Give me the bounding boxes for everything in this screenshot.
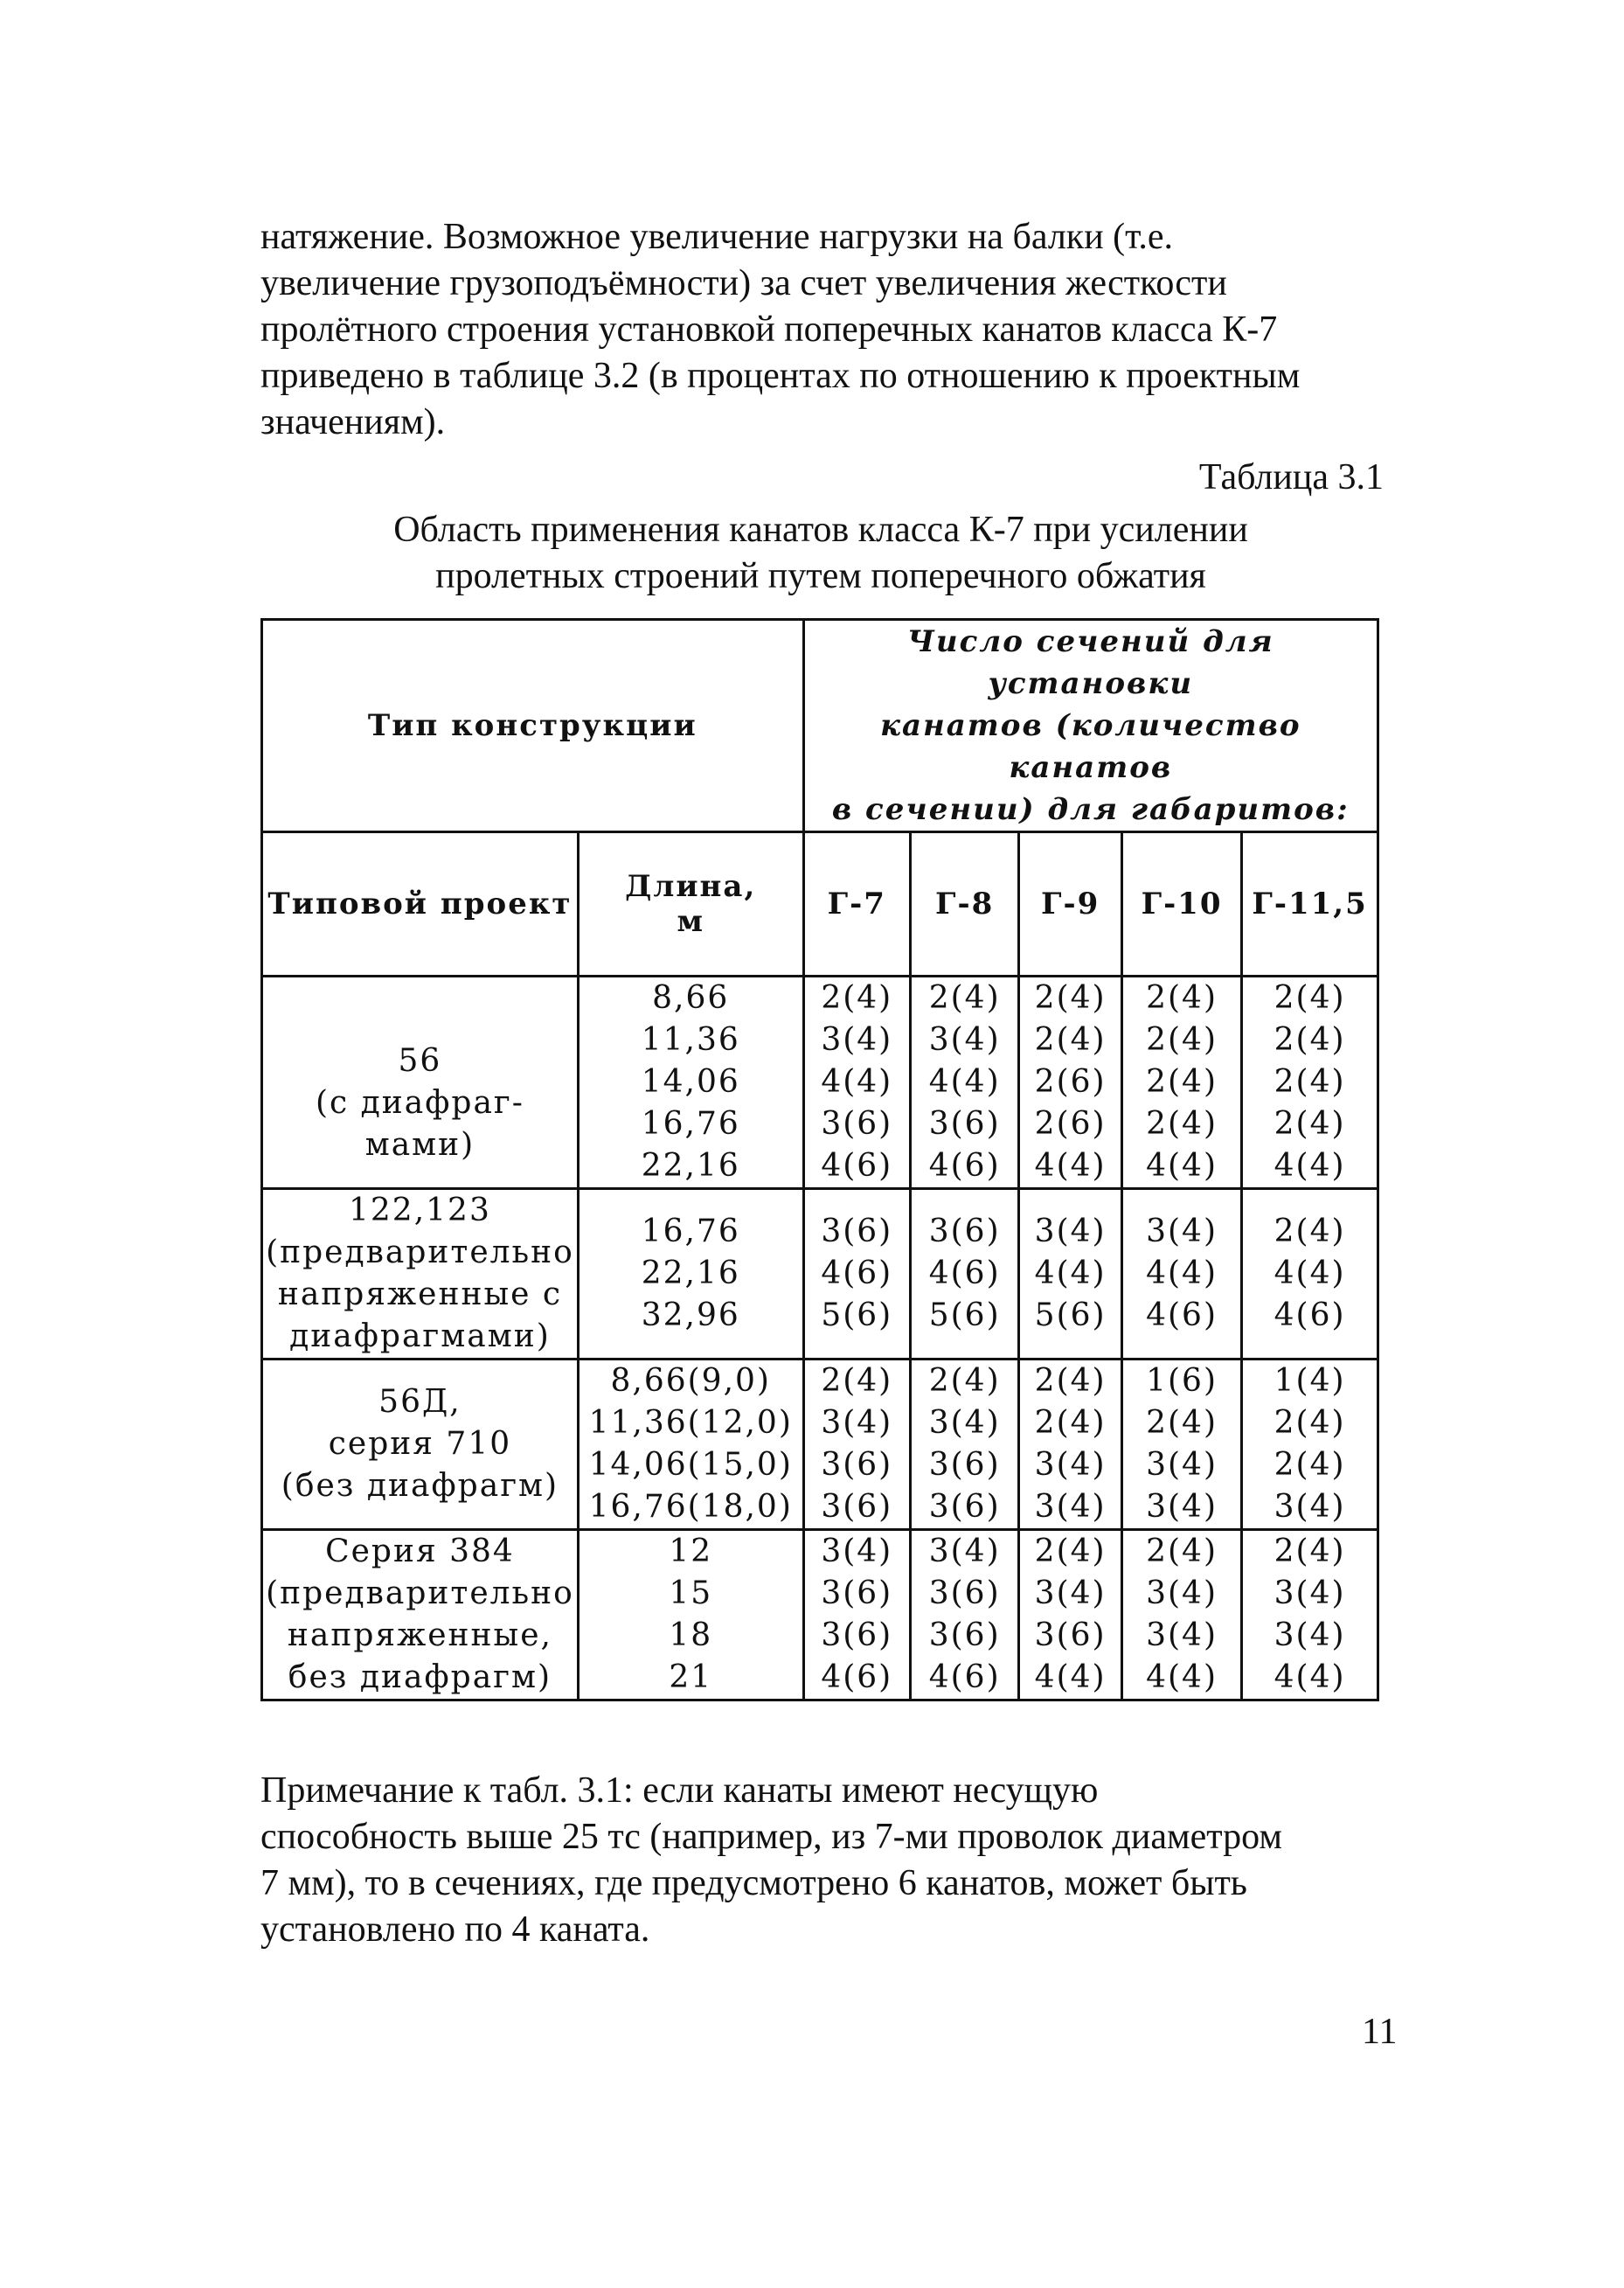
cell-line: 3(6) bbox=[1034, 1617, 1107, 1653]
cell-line: 2(4) bbox=[928, 1363, 1001, 1399]
cell-line: 2(4) bbox=[1274, 1405, 1346, 1441]
intro-line: увеличение грузоподъёмности) за счет увеличения жесткости bbox=[260, 263, 1227, 303]
cell-line: серия 710 bbox=[328, 1426, 512, 1462]
cell-line: 2(4) bbox=[928, 980, 1001, 1016]
value-cell bbox=[910, 1360, 1018, 1530]
value-cell bbox=[910, 977, 1018, 1189]
cell-line: 4(6) bbox=[928, 1255, 1001, 1291]
header-project: Типовой проект bbox=[262, 832, 579, 977]
value-cell bbox=[803, 1189, 910, 1360]
header-gabarit: Г-11,5 bbox=[1242, 832, 1378, 977]
cell-line: 3(4) bbox=[1274, 1575, 1346, 1611]
cell-line: 2(4) bbox=[1034, 1405, 1107, 1441]
cell-line: 4(4) bbox=[1146, 1148, 1218, 1184]
cell-line: 3(4) bbox=[928, 1022, 1001, 1058]
project-cell bbox=[262, 1360, 579, 1530]
cell-line: 122,123 bbox=[349, 1193, 491, 1228]
value-cell bbox=[1242, 1360, 1378, 1530]
cell-line: 3(4) bbox=[928, 1533, 1001, 1569]
cell-line: 4(6) bbox=[821, 1659, 893, 1695]
project-cell bbox=[262, 1189, 579, 1360]
cell-line: 2(4) bbox=[1034, 1363, 1107, 1399]
header-line: м bbox=[677, 904, 704, 939]
value-cell bbox=[1019, 1530, 1122, 1700]
length-cell bbox=[578, 1360, 803, 1530]
cell-line: 3(6) bbox=[928, 1106, 1001, 1142]
note-line: установлено по 4 каната. bbox=[260, 1909, 650, 1950]
value-cell bbox=[1121, 977, 1241, 1189]
cell-line: 3(6) bbox=[821, 1617, 893, 1653]
cell-line: 4(4) bbox=[1146, 1255, 1218, 1291]
cell-line: 56Д, bbox=[378, 1384, 462, 1420]
cell-line: 3(6) bbox=[928, 1489, 1001, 1525]
value-cell bbox=[1121, 1530, 1241, 1700]
intro-line: значениям). bbox=[260, 402, 446, 442]
table-row bbox=[262, 1530, 1378, 1700]
header-gabarit: Г-8 bbox=[910, 832, 1018, 977]
cell-line: 2(4) bbox=[1274, 1106, 1346, 1142]
cell-line: 3(6) bbox=[821, 1575, 893, 1611]
cell-line: 22,16 bbox=[641, 1255, 740, 1291]
value-cell bbox=[803, 1530, 910, 1700]
cell-line: диафрагмами) bbox=[289, 1318, 551, 1354]
cell-line: 3(4) bbox=[821, 1533, 893, 1569]
cell-line: 14,06 bbox=[641, 1064, 740, 1100]
cell-line: 3(4) bbox=[1034, 1214, 1107, 1249]
cell-line: (без диафрагм) bbox=[281, 1468, 559, 1504]
cell-line: 3(4) bbox=[1146, 1575, 1218, 1611]
cell-line: 3(4) bbox=[1034, 1447, 1107, 1483]
cell-line: 3(6) bbox=[928, 1575, 1001, 1611]
cell-line: 4(4) bbox=[1274, 1148, 1346, 1184]
cell-line: 2(6) bbox=[1034, 1064, 1107, 1100]
cell-line: 4(4) bbox=[1274, 1255, 1346, 1291]
cell-line bbox=[263, 998, 577, 1040]
header-gabarit: Г-9 bbox=[1019, 832, 1122, 977]
cell-line: 14,06(15,0) bbox=[588, 1447, 793, 1483]
table-note bbox=[260, 1768, 1381, 1953]
value-cell bbox=[1242, 1530, 1378, 1700]
cell-line: 4(6) bbox=[821, 1255, 893, 1291]
value-cell bbox=[803, 977, 910, 1189]
cell-line: 2(4) bbox=[1146, 1533, 1218, 1569]
cell-line: 2(4) bbox=[1274, 1064, 1346, 1100]
cell-line: 11,36 bbox=[641, 1022, 740, 1058]
cell-line: 12 bbox=[669, 1533, 713, 1569]
value-cell bbox=[1242, 1189, 1378, 1360]
cell-line: 4(6) bbox=[928, 1659, 1001, 1695]
cell-line: 8,66 bbox=[652, 980, 730, 1016]
cell-line: 2(4) bbox=[1274, 1214, 1346, 1249]
cell-line: 1(6) bbox=[1146, 1363, 1218, 1399]
cell-line: 3(4) bbox=[928, 1405, 1001, 1441]
cell-line: 1(4) bbox=[1274, 1363, 1346, 1399]
cell-line: 3(4) bbox=[1034, 1489, 1107, 1525]
cell-line: 3(4) bbox=[821, 1022, 893, 1058]
cell-line: 2(6) bbox=[1034, 1106, 1107, 1142]
cell-line: 16,76 bbox=[641, 1214, 740, 1249]
cell-line: 3(6) bbox=[928, 1617, 1001, 1653]
cell-line: 3(4) bbox=[1274, 1617, 1346, 1653]
cell-line: 11,36(12,0) bbox=[588, 1405, 793, 1441]
project-cell bbox=[262, 1530, 579, 1700]
cell-line: (предварительно bbox=[266, 1234, 574, 1270]
header-construction-type: Тип конструкции bbox=[262, 620, 804, 832]
cell-line: 4(6) bbox=[1274, 1297, 1346, 1333]
cell-line: 4(4) bbox=[1146, 1659, 1218, 1695]
cell-line: 2(4) bbox=[1274, 1447, 1346, 1483]
value-cell bbox=[1121, 1360, 1241, 1530]
page-number: 11 bbox=[1362, 2012, 1398, 2052]
length-cell bbox=[578, 1530, 803, 1700]
value-cell bbox=[910, 1189, 1018, 1360]
cell-line: 16,76 bbox=[641, 1106, 740, 1142]
cell-line: 8,66(9,0) bbox=[610, 1363, 771, 1399]
value-cell bbox=[910, 1530, 1018, 1700]
cell-line: 2(4) bbox=[1146, 1064, 1218, 1100]
intro-line: приведено в таблице 3.2 (в процентах по отношению к проектным bbox=[260, 356, 1301, 396]
cell-line: 3(4) bbox=[1146, 1489, 1218, 1525]
header-line: Число сечений для установки bbox=[906, 624, 1274, 701]
header-line: Длина, bbox=[625, 869, 757, 904]
cell-line: 4(4) bbox=[928, 1064, 1001, 1100]
cell-line: 5(6) bbox=[1034, 1297, 1107, 1333]
cell-line: 3(6) bbox=[821, 1489, 893, 1525]
value-cell bbox=[1019, 1189, 1122, 1360]
table-row bbox=[262, 1189, 1378, 1360]
cell-line: 3(6) bbox=[928, 1214, 1001, 1249]
cell-line: (предварительно bbox=[266, 1575, 574, 1611]
value-cell bbox=[1019, 1360, 1122, 1530]
cell-line: (с диафраг- bbox=[315, 1085, 524, 1121]
cell-line: 3(6) bbox=[821, 1214, 893, 1249]
cell-line: 4(4) bbox=[1274, 1659, 1346, 1695]
header-gabarit: Г-10 bbox=[1121, 832, 1241, 977]
cell-line: 2(4) bbox=[1034, 1022, 1107, 1058]
length-cell bbox=[578, 977, 803, 1189]
length-cell bbox=[578, 1189, 803, 1360]
intro-line: пролётного строения установкой поперечных канатов класса К-7 bbox=[260, 309, 1278, 350]
cell-line: 2(4) bbox=[1146, 1106, 1218, 1142]
cell-line: 2(4) bbox=[1146, 1405, 1218, 1441]
cell-line: 16,76(18,0) bbox=[588, 1489, 793, 1525]
cell-line: 4(4) bbox=[1034, 1659, 1107, 1695]
project-cell bbox=[262, 977, 579, 1189]
cell-line: 3(4) bbox=[1146, 1617, 1218, 1653]
cell-line: 3(6) bbox=[928, 1447, 1001, 1483]
cell-line: 32,96 bbox=[641, 1297, 740, 1333]
cell-line: 3(4) bbox=[1034, 1575, 1107, 1611]
cell-line: 2(4) bbox=[1034, 980, 1107, 1016]
cell-line: напряженные с bbox=[277, 1276, 563, 1312]
table-row bbox=[262, 1360, 1378, 1530]
cell-line: 4(4) bbox=[1034, 1255, 1107, 1291]
note-line: 7 мм), то в сечениях, где предусмотрено 6 канатов, может быть bbox=[260, 1863, 1247, 1903]
value-cell bbox=[803, 1360, 910, 1530]
table-caption bbox=[260, 507, 1381, 600]
cell-line: 2(4) bbox=[1146, 980, 1218, 1016]
caption-line: пролетных строений путем поперечного обжатия bbox=[435, 556, 1206, 596]
cell-line: 4(6) bbox=[928, 1148, 1001, 1184]
value-cell bbox=[1019, 977, 1122, 1189]
cell-line: 4(6) bbox=[1146, 1297, 1218, 1333]
cell-line: 18 bbox=[669, 1617, 713, 1653]
cell-line: 2(4) bbox=[821, 980, 893, 1016]
caption-line: Область применения канатов класса К-7 при усилении bbox=[393, 510, 1248, 550]
intro-line: натяжение. Возможное увеличение нагрузки на балки (т.е. bbox=[260, 217, 1173, 257]
cell-line: 4(4) bbox=[1034, 1148, 1107, 1184]
note-line: Примечание к табл. 3.1: если канаты имеют несущую bbox=[260, 1770, 1099, 1811]
cell-line: 2(4) bbox=[1274, 1022, 1346, 1058]
cell-line: 5(6) bbox=[821, 1297, 893, 1333]
value-cell bbox=[1242, 977, 1378, 1189]
cell-line: 3(4) bbox=[1146, 1214, 1218, 1249]
cell-line: Серия 384 bbox=[325, 1533, 515, 1569]
cell-line: мами) bbox=[364, 1127, 475, 1163]
header-length bbox=[578, 832, 803, 977]
cell-line: 4(6) bbox=[821, 1148, 893, 1184]
intro-paragraph bbox=[260, 214, 1381, 446]
cell-line: 21 bbox=[669, 1659, 713, 1695]
cell-line: без диафрагм) bbox=[288, 1659, 552, 1695]
cell-line: 3(6) bbox=[821, 1447, 893, 1483]
cell-line: 4(4) bbox=[821, 1064, 893, 1100]
cell-line: 2(4) bbox=[821, 1363, 893, 1399]
cell-line: 3(4) bbox=[1274, 1489, 1346, 1525]
cell-line: 3(4) bbox=[1146, 1447, 1218, 1483]
table-number: Таблица 3.1 bbox=[1198, 457, 1384, 497]
header-line: канатов (количество канатов bbox=[879, 708, 1301, 785]
header-gabarit: Г-7 bbox=[803, 832, 910, 977]
cell-line: 56 bbox=[398, 1043, 442, 1079]
header-line: в сечении) для габаритов: bbox=[831, 792, 1350, 827]
value-cell bbox=[1121, 1189, 1241, 1360]
cell-line: 2(4) bbox=[1274, 1533, 1346, 1569]
cell-line: 3(6) bbox=[821, 1106, 893, 1142]
cell-line: 2(4) bbox=[1146, 1022, 1218, 1058]
header-sections-count bbox=[803, 620, 1378, 832]
cell-line: 22,16 bbox=[641, 1148, 740, 1184]
cell-line: 3(4) bbox=[821, 1405, 893, 1441]
data-table bbox=[260, 618, 1379, 1701]
cell-line: напряженные, bbox=[287, 1617, 552, 1653]
cell-line: 5(6) bbox=[928, 1297, 1001, 1333]
note-line: способность выше 25 тс (например, из 7-ми проволок диаметром bbox=[260, 1817, 1282, 1857]
table-row bbox=[262, 977, 1378, 1189]
cell-line: 2(4) bbox=[1034, 1533, 1107, 1569]
cell-line: 15 bbox=[669, 1575, 713, 1611]
cell-line: 2(4) bbox=[1274, 980, 1346, 1016]
